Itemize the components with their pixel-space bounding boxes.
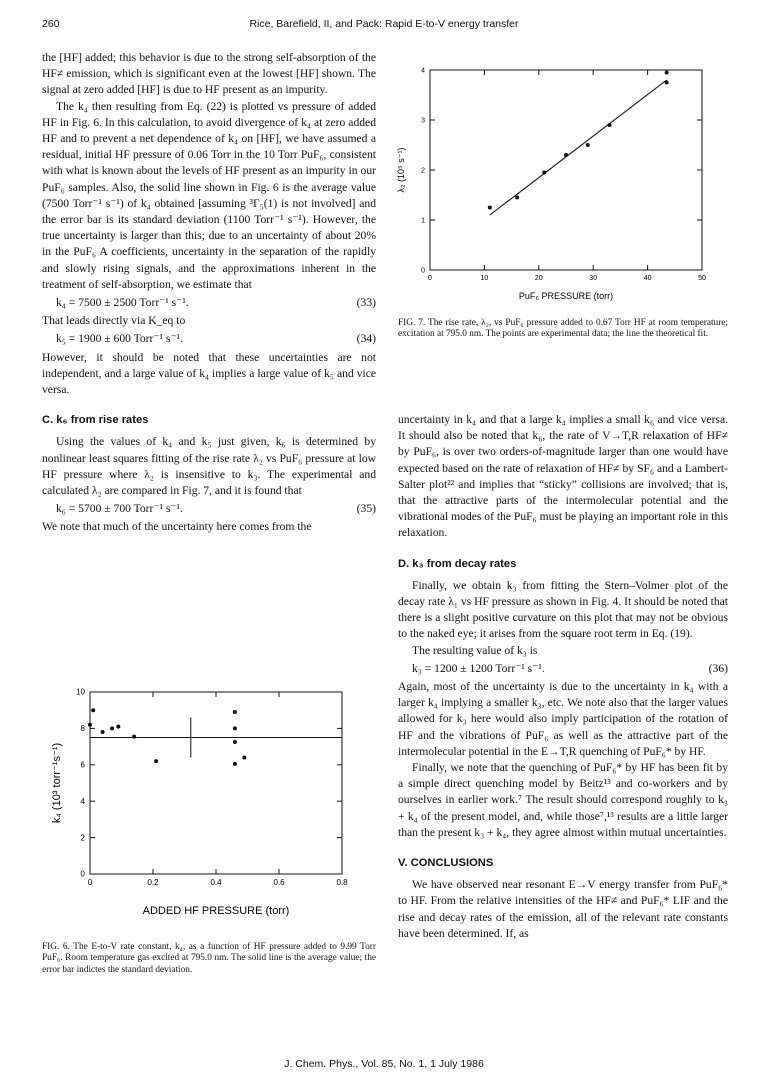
paragraph: The resulting value of k₃ is — [412, 643, 538, 657]
x-tick-label: 0 — [428, 275, 432, 282]
y-axis-label: k₄ (10³ torr⁻¹s⁻¹) — [51, 742, 63, 824]
data-point — [542, 171, 546, 175]
journal-footer: J. Chem. Phys., Vol. 85, No. 1, 1 July 1986 — [284, 1058, 484, 1070]
paragraph: Again, most of the uncertainty is due to the uncertainty in k₄ with a larger k₄ implying a smaller k₃, etc. We note also that the larger values allowed for k₃ here would also imply participation of the rotation of HF and the vibrations of PuF₆ as well as the attractive part of the intermolecular potential in the E→T,R quenching of PuF₆* by HF. — [398, 680, 728, 758]
paragraph: Finally, we note that the quenching of PuF₆* by HF has been fit by a simple direct quenching model by Beitz¹³ and co-workers and by ourselves in earlier work.⁷ The result should correspond roughly to k₃ + k₄ of the present model, and, while those⁷,¹³ results are a little larger than the present k₃ + k₄, they agree almost within mutual uncertainties. — [398, 761, 728, 839]
y-tick-label: 6 — [80, 760, 85, 770]
x-tick-label: 30 — [589, 275, 598, 282]
data-point — [608, 123, 612, 127]
data-point — [242, 756, 246, 760]
x-tick-label: 0.4 — [210, 878, 222, 887]
data-point — [88, 723, 92, 727]
x-tick-label: 0.6 — [273, 878, 285, 887]
data-point — [101, 730, 105, 734]
data-point — [110, 726, 114, 730]
x-tick-label: 0 — [87, 878, 93, 887]
data-point — [91, 708, 95, 712]
y-tick-label: 4 — [80, 796, 85, 806]
data-point — [665, 71, 669, 75]
right-column — [398, 412, 728, 942]
figure-7-caption: FIG. 7. The rise rate, λ₂, vs PuF₆ pressure added to 0.67 Torr HF at room temperature; excitation at 795.0 nm. The points are experimental data; the line the theoretical fit. — [398, 318, 728, 340]
paragraph: Finally, we obtain k₃ from fitting the Stern–Volmer plot of the decay rate λ₁ vs HF pressure as shown in Fig. 4. It should be noted that there is a slight positive curvature on this plot that may not be obvious to the naked eye; it arises from the square root term in Eq. (19). — [398, 578, 728, 641]
section-heading-d: D. k₃ from decay rates — [398, 557, 517, 570]
section-heading-c: C. k₆ from rise rates — [42, 414, 149, 427]
x-tick-label: 50 — [698, 275, 706, 282]
data-point — [586, 143, 590, 147]
paragraph: We note that much of the uncertainty here comes from the — [42, 520, 312, 534]
paragraph: Using the values of k₄ and k₅ just given, k₆ is determined by nonlinear least squares fitting of the rise rate λ₂ vs PuF₆ pressure at low HF pressure where λ₂ is insensitive to k₃. The experimental and calculated λ₂ are compared in Fig. 7, and it is found that — [42, 435, 376, 498]
figure-6-caption: FIG. 6. The E-to-V rate constant, k₄, as a function of HF pressure added to 9.99 Torr PuF₆. Room temperature gas excited at 795.0 nm. The solid line is the average value; the error bar indictes the standard deviation. — [42, 942, 376, 975]
data-point — [488, 206, 492, 210]
section-heading-v: V. CONCLUSIONS — [398, 857, 494, 870]
y-tick-label: 0 — [421, 267, 425, 275]
y-axis-label: λ₂ (10⁵ s⁻¹) — [396, 147, 406, 193]
paragraph: We have observed near resonant E→V energy transfer from PuF₆* to HF. From the relative intensities of the HF≠ and PuF₆* LIF and the rise and decay rates of the emission, all of the relevant rate constants have been determined. If, as — [398, 878, 728, 940]
data-point — [515, 196, 519, 200]
data-point — [116, 725, 120, 729]
page-number: 260 — [42, 18, 60, 30]
figure-6-chart — [42, 682, 377, 917]
equation-36: k₃ = 1200 ± 1200 Torr⁻¹ s⁻¹. (36) — [412, 661, 728, 675]
running-title: Rice, Barefield, II, and Pack: Rapid E-to-V energy transfer — [249, 18, 519, 30]
data-point — [564, 153, 568, 157]
x-tick-label: 0.8 — [336, 878, 348, 887]
x-axis-label: ADDED HF PRESSURE (torr) — [142, 905, 290, 917]
y-tick-label: 2 — [80, 833, 85, 843]
y-tick-label: 0 — [80, 869, 85, 879]
fit-line — [490, 80, 667, 215]
x-axis-label: PuF₆ PRESSURE (torr) — [518, 291, 614, 301]
y-tick-label: 3 — [421, 117, 425, 125]
y-tick-label: 8 — [80, 724, 85, 734]
y-tick-label: 1 — [421, 217, 425, 225]
data-point — [132, 735, 136, 739]
paragraph: However, it should be noted that these uncertainties are not independent, and a large value of k₄ implies a large value of k₅ and vice versa. — [42, 350, 376, 397]
paragraph: That leads directly via K_eq to — [42, 314, 186, 328]
left-column — [42, 50, 376, 536]
data-point — [154, 759, 158, 763]
y-tick-label: 2 — [421, 167, 425, 175]
data-point — [665, 81, 669, 85]
paragraph: The k₄ then resulting from Eq. (22) is plotted vs pressure of added HF in Fig. 6. In this calculation, to avoid divergence of k₄ at zero added HF and to prevent a net dependence of k₄ on [HF], we have assumed a residual, initial HF pressure of 0.06 Torr in the 10 Torr PuF₆, consistent with what is known about the levels of HF present as an impurity in our PuF₆ samples. Also, the solid line shown in Fig. 6 is the average value (7500 Torr⁻¹ s⁻¹) of k₄ obtained [assuming ³Γ₅(1) is not involved] and the error bar is its standard deviation (1100 Torr⁻¹ s⁻¹). However, the true uncertainty is larger than this; due to an uncertainty of about 20% in the PuF₆ A coefficients, uncertainty in the separation of the rapidly and slowly rising signals, and the approximations inherent in the treatment of self-absorption, we estimate that — [42, 99, 376, 291]
data-point — [233, 710, 237, 714]
x-tick-label: 40 — [643, 275, 652, 282]
x-tick-label: 20 — [534, 275, 543, 282]
equation-35: k₆ = 5700 ± 700 Torr⁻¹ s⁻¹. (35) — [56, 502, 376, 516]
data-point — [233, 740, 237, 744]
x-tick-label: 0.2 — [147, 878, 159, 887]
y-tick-label: 4 — [421, 67, 425, 75]
paragraph: uncertainty in k₄ and that a large k₄ implies a small k₆ and vice versa. It should also be noted that k₆, the rate of V→T,R relaxation of HF≠ by PuF₆, is over two orders-of-magnitude larger than one would have expected based on the rate of relaxation of HF≠ by SF₆ and a Lambert-Salter plot²² and implies that “sticky” collisions are involved; that is, that the attractive parts of the intermolecular potential and the vibrational modes of the PuF₆ must be playing an important role in this relaxation. — [398, 413, 728, 540]
equation-34: k₅ = 1900 ± 600 Torr⁻¹ s⁻¹. (34) — [56, 332, 376, 346]
data-point — [233, 762, 237, 766]
x-tick-label: 10 — [480, 275, 489, 282]
data-point — [233, 726, 237, 730]
equation-33: k₄ = 7500 ± 2500 Torr⁻¹ s⁻¹. (33) — [56, 296, 376, 310]
figure-7-chart — [388, 55, 728, 305]
y-tick-label: 10 — [76, 687, 85, 697]
paragraph: the [HF] added; this behavior is due to the strong self-absorption of the HF≠ emission, which is significant even at the lowest [HF] shown. The signal at zero added [HF] is due to HF present as an impurity. — [42, 51, 376, 97]
